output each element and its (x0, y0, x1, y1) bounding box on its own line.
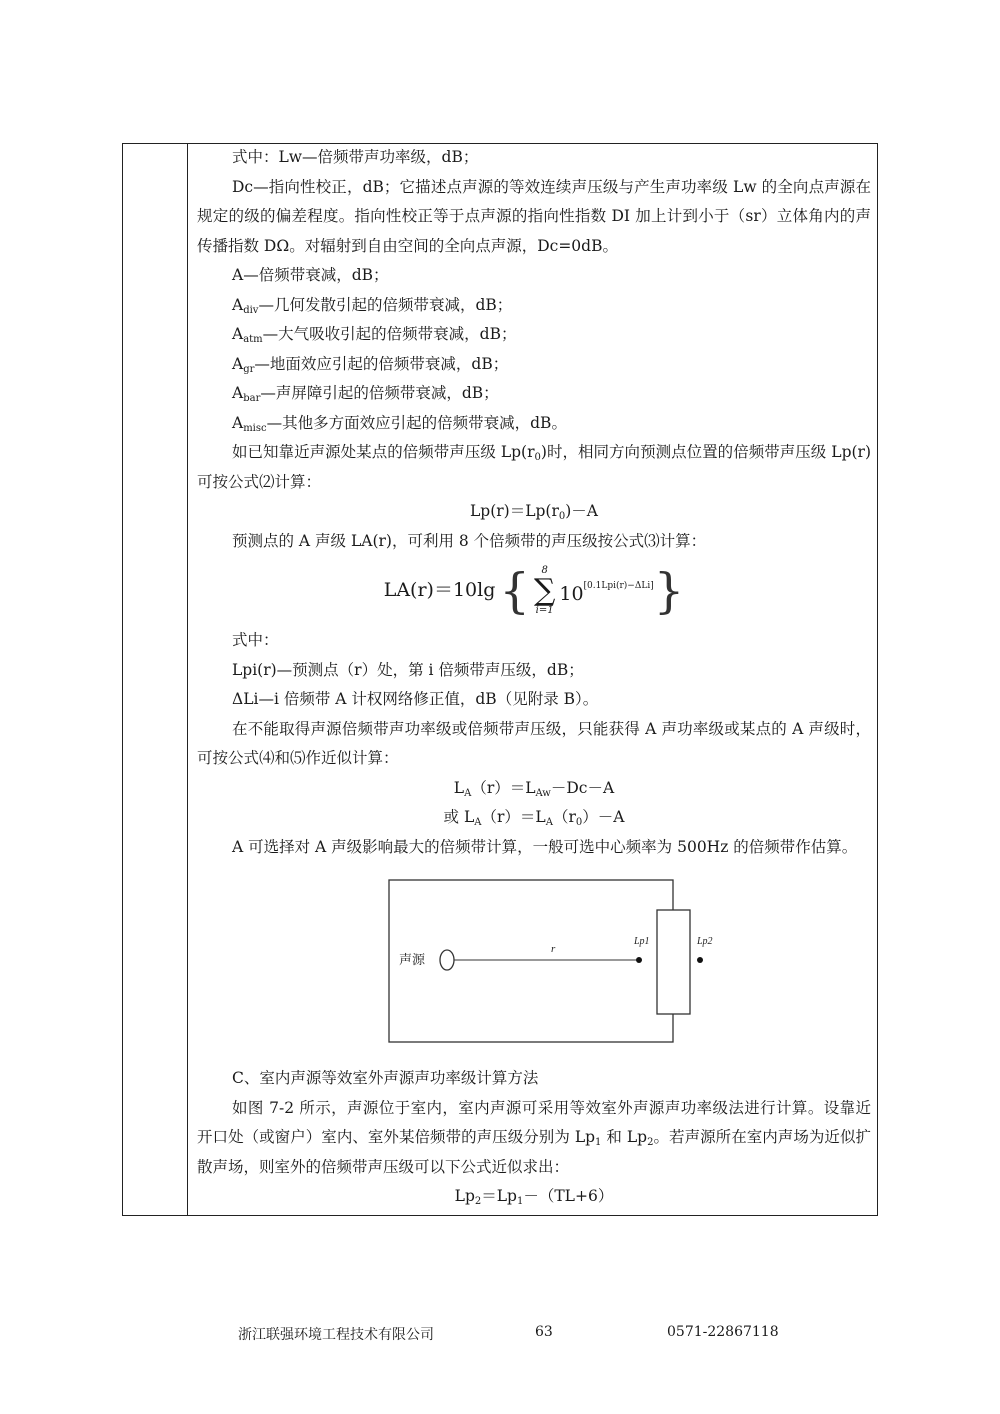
sigma-upper-limit: 8 (541, 565, 548, 576)
footer-page-number: 63 (535, 1324, 553, 1340)
paragraph-la: 预测点的 A 声级 LA(r)，可利用 8 个倍频带的声压级按公式⑶计算： (232, 531, 707, 550)
formula-2: $Lp(r)=Lp(r_0)-A$ (469, 502, 598, 522)
page-footer (0, 1324, 1000, 1344)
definition-aatm: $A_{atm}—$大气吸收引起的倍频带衰减，dB； (232, 325, 517, 345)
formula-3 (197, 556, 871, 626)
definition-a: A—倍频带衰减，dB； (232, 266, 389, 284)
point-lp1 (636, 957, 642, 963)
table-content-cell (197, 143, 871, 1212)
definition-dc: Dc—指向性校正，dB；它描述点声源的等效连续声压级与产生声功率级 Lw 的全向点声源在规定的级的偏差程度。指向性校正等于点声源的指向性指数 DI 加上计到小于（sr）立体角内的声传播指数 DΩ。对辐射到自由空间的全向点声源，Dc=0dB。 (197, 177, 871, 255)
formula-3-sum (499, 563, 685, 619)
left-brace: { (499, 563, 530, 619)
r-label: r (551, 943, 556, 955)
formula-4: $L_A(r)=L_{Aw}-Dc-A$ (453, 778, 615, 799)
power-term: 10[0.1Lpi(r)−ΔLi] (559, 581, 654, 606)
source-label: 声源 (399, 952, 426, 967)
lp2-label: Lp2 (697, 936, 713, 947)
figure-diagram (197, 876, 871, 1062)
paragraph-indoor: 如图 7-2 所示，声源位于室内，室内声源可采用等效室外声源声功率级法进行计算。设靠近开口处（或窗户）室内、室外某倍频带的声压级分别为 $Lp_1$ 和 $Lp_2$。若声源所在室内声场为近似扩散声场，则室外的倍频带声压级可以下公式近似求出： (197, 1098, 871, 1176)
definition-dli: ΔLi—i 倍频带 A 计权网络修正值，dB（见附录 B）。 (232, 690, 599, 708)
definition-lpi: Lpi(r)—预测点（r）处，第 i 倍频带声压级，dB； (232, 660, 584, 679)
footer-phone: 0571-22867118 (667, 1324, 779, 1340)
formula-6: $Lp_2=Lp_1-(TL+6)$ (454, 1187, 614, 1207)
formula-3-lhs: LA(r)＝10lg (383, 579, 496, 602)
right-brace: } (653, 563, 685, 619)
room-outline (389, 880, 673, 1042)
paragraph-lp-known: 如已知靠近声源处某点的倍频带声压级 $Lp(r_0)$时，相同方向预测点位置的倍频带声压级 Lp(r)可按公式⑵计算： (197, 443, 871, 491)
paragraph-a-select: A 可选择对 A 声级影响最大的倍频带计算，一般可选中心频率为 500Hz 的倍频带作估算。 (232, 837, 858, 856)
footer-company: 浙江联强环境工程技术有限公司 (238, 1327, 434, 1343)
lp1-label: Lp1 (634, 936, 650, 947)
point-lp2 (697, 957, 703, 963)
wall-barrier (657, 910, 690, 1014)
table-column-divider (187, 143, 188, 1216)
definition-agr: $A_{gr}—$地面效应引起的倍频带衰减，dB； (232, 354, 509, 375)
definition-lw: 式中：Lw—倍频带声功率级，dB； (232, 148, 479, 166)
section-c-title: C、室内声源等效室外声源声功率级计算方法 (232, 1069, 539, 1087)
paragraph-approx: 在不能取得声源倍频带声功率级或倍频带声压级，只能获得 A 声功率级或某点的 A 声级时，可按公式⑷和⑸作近似计算： (197, 719, 871, 767)
definition-adiv: $A_{div}—$几何发散引起的倍频带衰减，dB； (232, 295, 513, 316)
definition-amisc: $A_{misc}—$其他多方面效应引起的倍频带衰减，dB。 (232, 413, 567, 434)
sigma-block (534, 566, 555, 616)
where-label: 式中： (232, 631, 279, 649)
source-circle (440, 950, 454, 970)
definition-abar: $A_{bar}—$声屏障引起的倍频带衰减，dB； (232, 384, 499, 404)
formula-5: 或 $L_A(r)=L_A(r_0)-A$ (443, 808, 625, 828)
sigma-symbol: ∑ (533, 573, 556, 608)
sigma-lower-limit: i=1 (535, 605, 554, 616)
figure-7-2 (197, 876, 871, 1062)
